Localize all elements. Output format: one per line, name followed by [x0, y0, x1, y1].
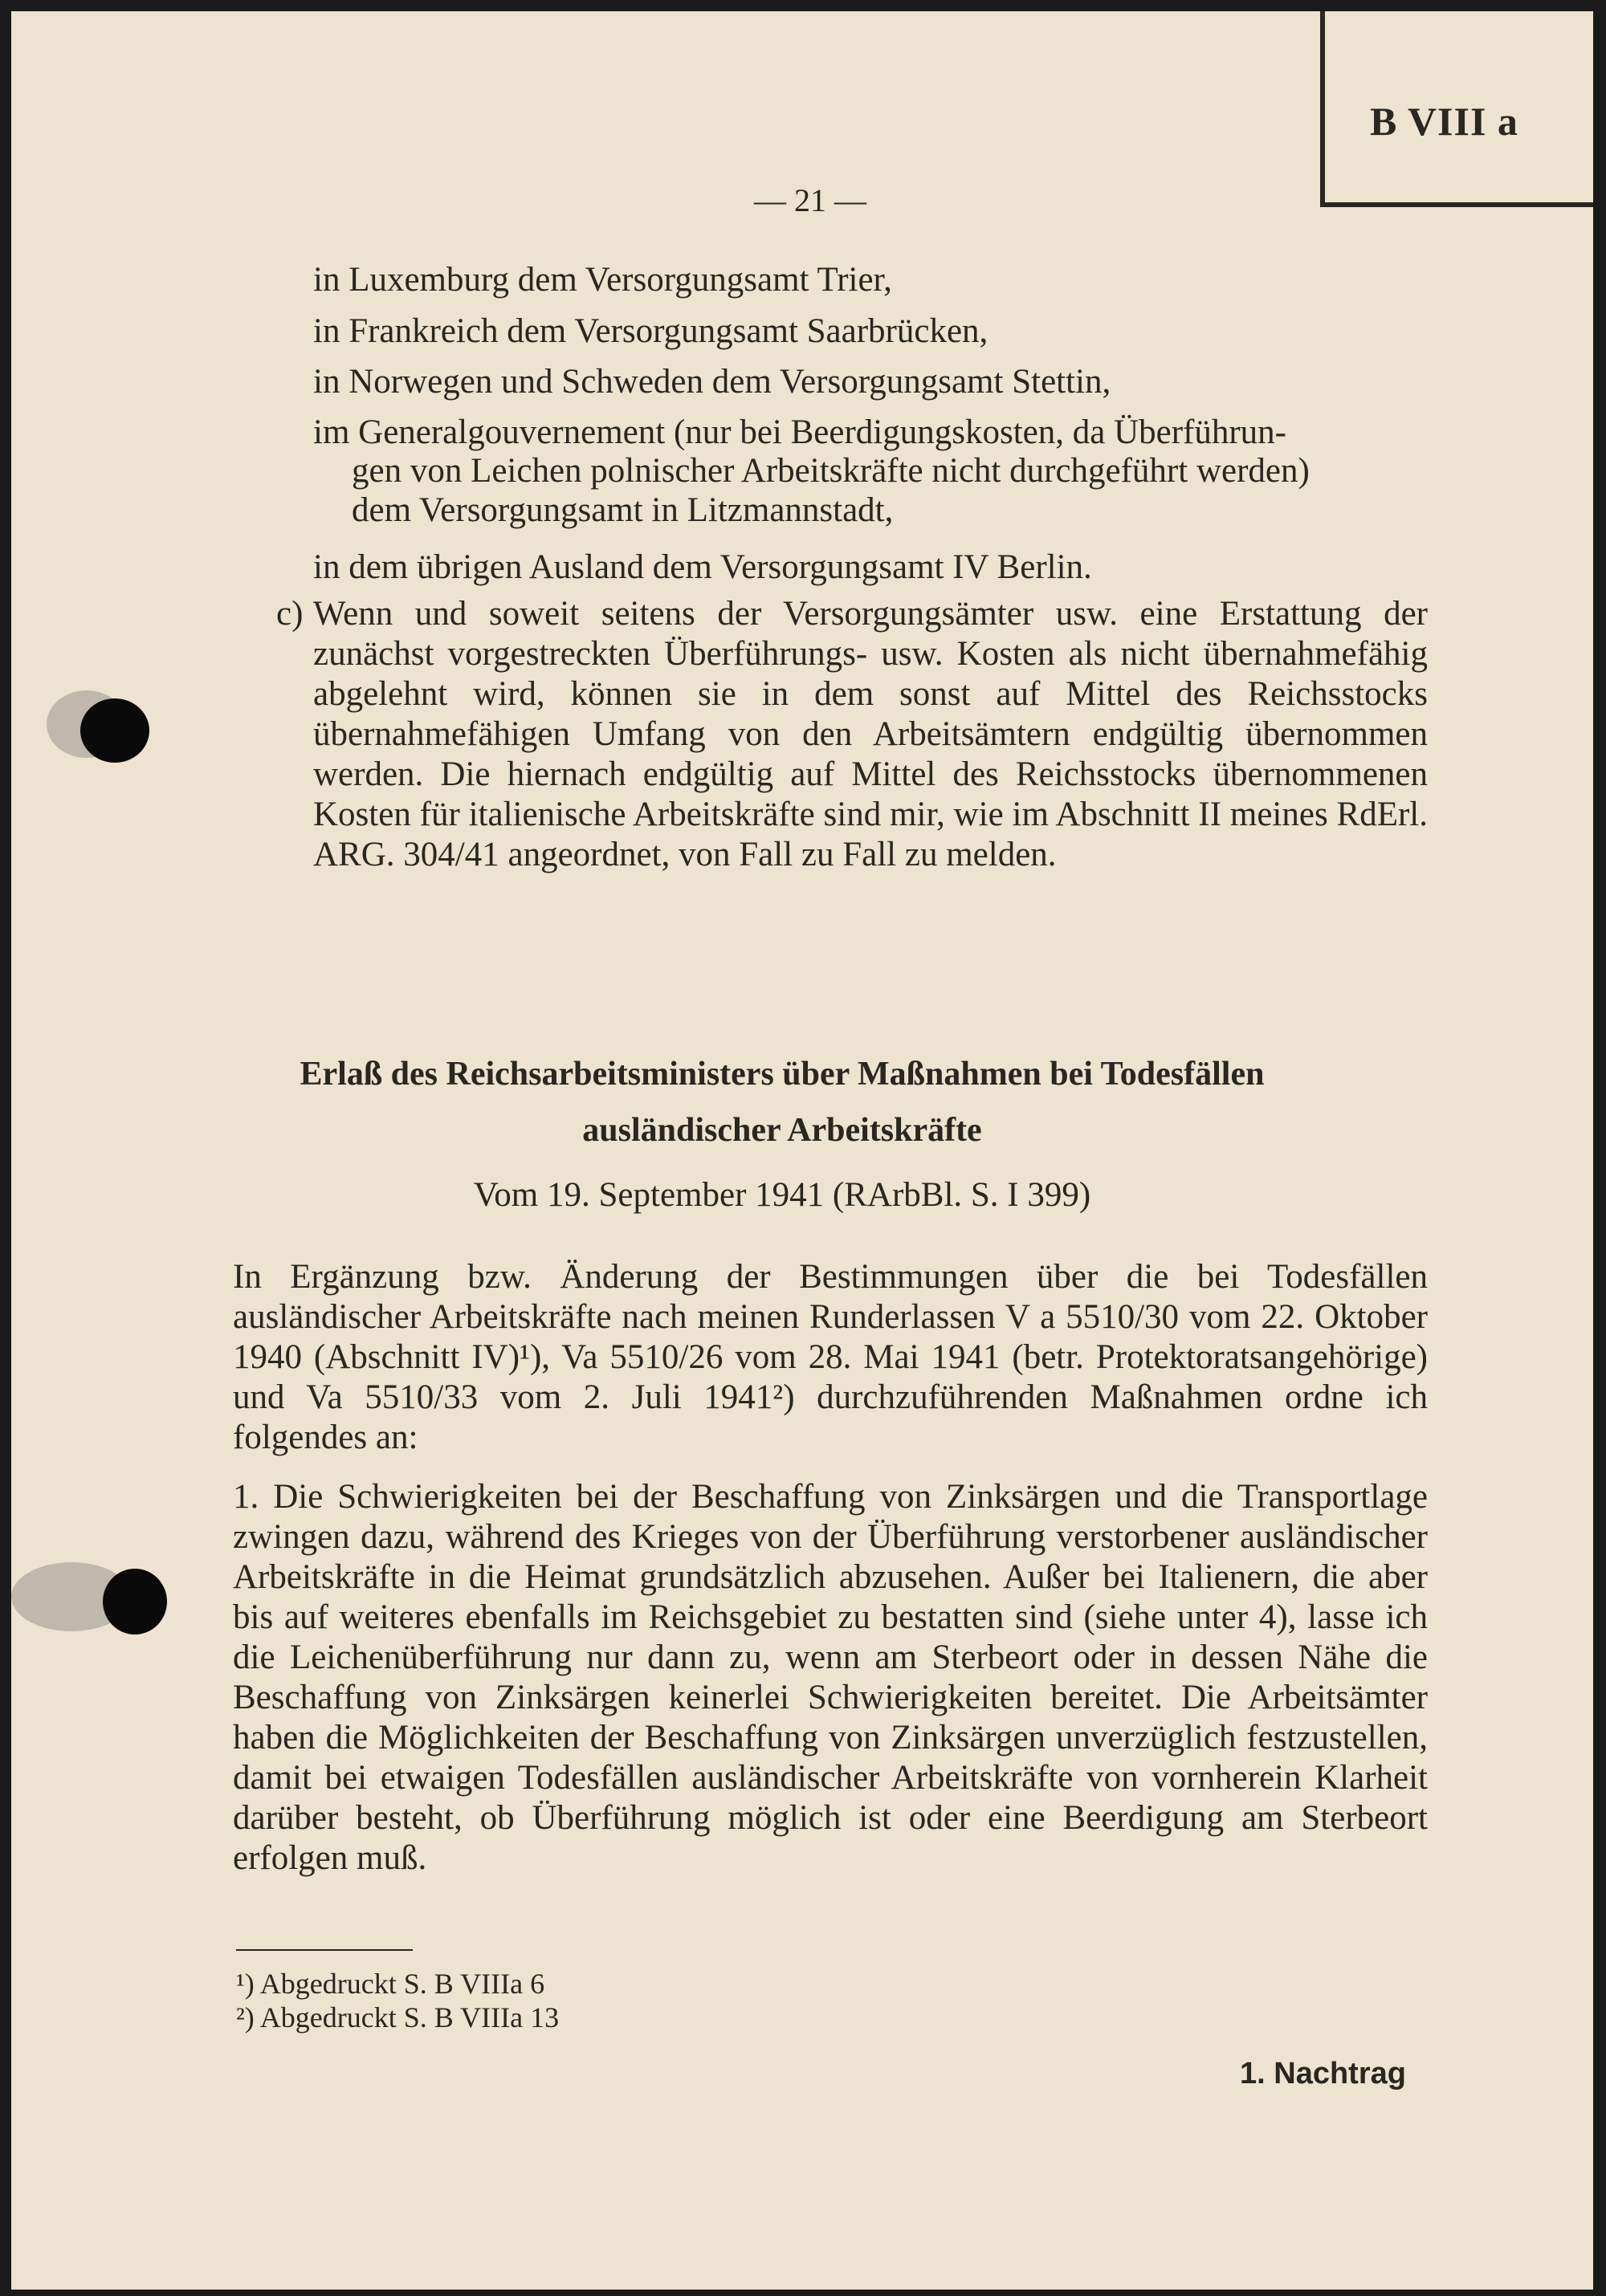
item-c-paragraph: Wenn und soweit seitens der Versorgungsämter usw. eine Erstattung der zunächst vorgestreckten Überführungs- usw. Kosten als nicht übernahmefähig abgelehnt wird, können sie in dem sonst auf Mittel des Reichsstocks übernahmefähigen Umfang von den Arbeitsämtern endgültig übernommen werden. Die hiernach endgültig auf Mittel des Reichsstocks übernommenen Kosten für italienische Arbeitskräfte sind mir, wie im Abschnitt II meines RdErl. ARG. 304/41 angeordnet, von Fall zu Fall zu melden.	[313, 595, 1428, 873]
list-line: in Norwegen und Schweden dem Versorgungsamt Stettin,	[313, 363, 1111, 401]
list-line: in Frankreich dem Versorgungsamt Saarbrücken,	[313, 312, 988, 350]
footnote-rule	[236, 1949, 413, 1951]
punch-hole	[80, 698, 149, 763]
decree-date: Vom 19. September 1941 (RArbBl. S. I 399)	[473, 1176, 1091, 1214]
footnote-1: ¹) Abgedruckt S. B VIIIa 6	[236, 1968, 545, 2000]
decree-title-line2: ausländischer Arbeitskräfte	[582, 1112, 982, 1149]
decree-intro-paragraph: In Ergänzung bzw. Änderung der Bestimmungen über die bei Todesfällen ausländischer Arbeitskräfte nach meinen Runderlassen V a 5510/30 vom 22. Oktober 1940 (Abschnitt IV)¹), Va 5510/26 vom 28. Mai 1941 (betr. Protektoratsangehörige) und Va 5510/33 vom 2. Juli 1941²) durchzuführenden Maßnahmen ordne ich folgendes an:	[233, 1258, 1428, 1456]
decree-title-line1: Erlaß des Reichsarbeitsministers über Maßnahmen bei Todesfällen	[300, 1056, 1265, 1093]
list-line: gen von Leichen polnischer Arbeitskräfte nicht durchgeführt werden)	[352, 452, 1310, 490]
footnote-2: ²) Abgedruckt S. B VIIIa 13	[236, 2001, 560, 2033]
list-line: dem Versorgungsamt in Litzmannstadt,	[352, 491, 894, 529]
item-c-marker: c)	[276, 595, 304, 633]
punch-hole	[103, 1569, 167, 1634]
decree-point-1: 1. Die Schwierigkeiten bei der Beschaffung von Zinksärgen und die Transportlage zwingen dazu, während des Krieges von der Überführung verstorbener ausländischer Arbeitskräfte in die Heimat grundsätzlich abzusehen. Außer bei Italienern, die aber bis auf weiteres ebenfalls im Reichsgebiet zu bestatten sind (siehe unter 4), lasse ich die Leichenüberführung nur dann zu, wenn am Sterbeort oder in dessen Nähe die Beschaffung von Zinksärgen keinerlei Schwierigkeiten bereitet. Die Arbeitsämter haben die Möglichkeiten der Beschaffung von Zinksärgen unverzüglich festzustellen, damit bei etwaigen Todesfällen ausländischer Arbeitskräfte von vornherein Klarheit darüber besteht, ob Überführung möglich ist oder eine Beerdigung am Sterbeort erfolgen muß.	[233, 1478, 1428, 1877]
list-line: im Generalgouvernement (nur bei Beerdigungskosten, da Überführun-	[313, 413, 1286, 451]
page-number: — 21 —	[754, 182, 866, 218]
supplement-label: 1. Nachtrag	[1240, 2057, 1406, 2090]
register-tab-label: B VIII a	[1370, 99, 1518, 144]
list-line: in dem übrigen Ausland dem Versorgungsamt IV Berlin.	[313, 548, 1092, 586]
list-line: in Luxemburg dem Versorgungsamt Trier,	[313, 261, 892, 299]
document-page	[11, 11, 1593, 2290]
